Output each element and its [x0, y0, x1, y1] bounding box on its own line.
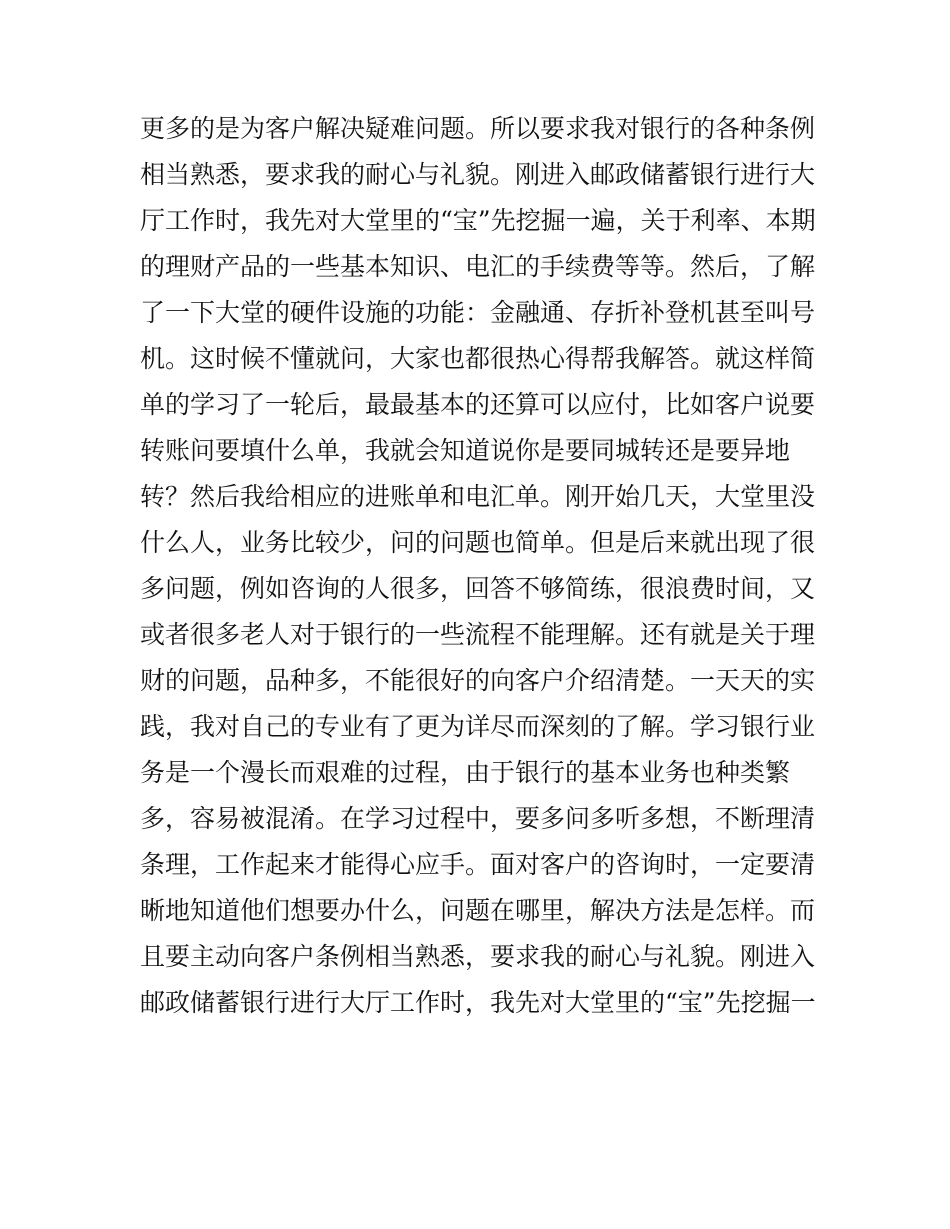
text-line: 厅工作时，我先对大堂里的“宝”先挖掘一遍，关于利率、本期	[140, 206, 816, 235]
text-line: 晰地知道他们想要办什么，问题在哪里，解决方法是怎样。而	[140, 896, 816, 925]
text-line: 邮政储蓄银行进行大厅工作时，我先对大堂里的“宝”先挖掘一	[140, 988, 816, 1017]
text-line: 什么人，业务比较少，问的问题也简单。但是后来就出现了很	[140, 528, 816, 557]
body-text	[140, 106, 820, 1026]
text-line: 转账问要填什么单，我就会知道说你是要同城转还是要异地	[140, 436, 791, 465]
text-line: 单的学习了一轮后，最最基本的还算可以应付，比如客户说要	[140, 390, 816, 419]
text-line: 务是一个漫长而艰难的过程，由于银行的基本业务也种类繁	[140, 758, 791, 787]
text-line: 了一下大堂的硬件设施的功能：金融通、存折补登机甚至叫号	[140, 298, 816, 327]
text-line: 更多的是为客户解决疑难问题。所以要求我对银行的各种条例	[140, 114, 816, 143]
text-line: 且要主动向客户条例相当熟悉，要求我的耐心与礼貌。刚进入	[140, 942, 816, 971]
text-line: 践，我对自己的专业有了更为详尽而深刻的了解。学习银行业	[140, 712, 816, 741]
text-line: 相当熟悉，要求我的耐心与礼貌。刚进入邮政储蓄银行进行大	[140, 160, 816, 189]
text-line: 多问题，例如咨询的人很多，回答不够简练，很浪费时间，又	[140, 574, 816, 603]
text-line: 财的问题，品种多，不能很好的向客户介绍清楚。一天天的实	[140, 666, 816, 695]
text-line: 条理，工作起来才能得心应手。面对客户的咨询时，一定要清	[140, 850, 816, 879]
text-line: 转？然后我给相应的进账单和电汇单。刚开始几天，大堂里没	[140, 482, 816, 511]
text-line: 多，容易被混淆。在学习过程中，要多问多听多想，不断理清	[140, 804, 816, 833]
text-line: 或者很多老人对于银行的一些流程不能理解。还有就是关于理	[140, 620, 816, 649]
text-line: 机。这时候不懂就问，大家也都很热心得帮我解答。就这样简	[140, 344, 816, 373]
text-line: 的理财产品的一些基本知识、电汇的手续费等等。然后，了解	[140, 252, 816, 281]
